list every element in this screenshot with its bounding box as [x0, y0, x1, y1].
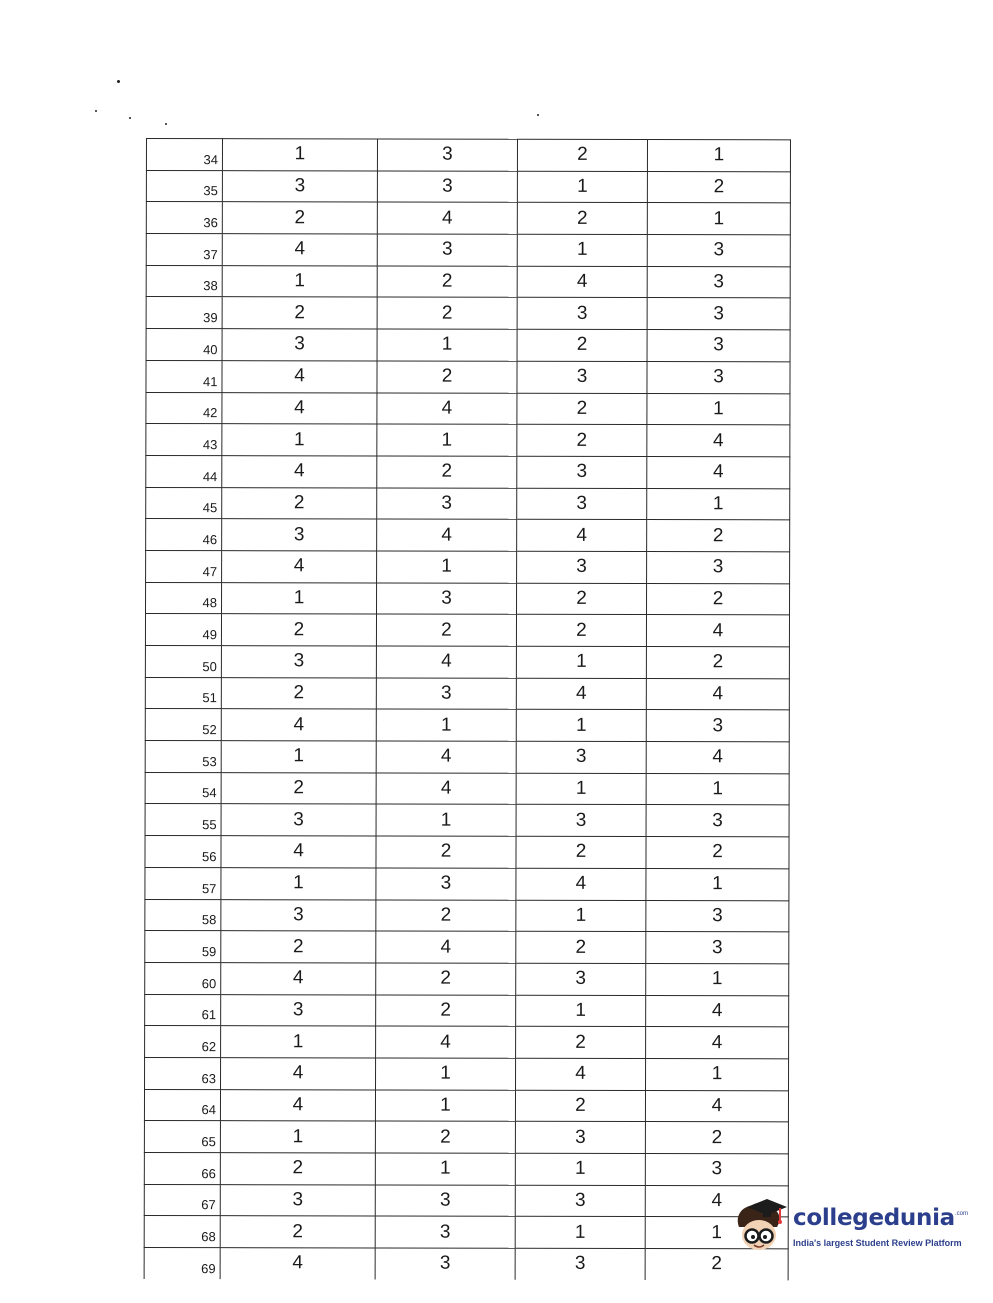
answer-cell-col1: 3: [222, 329, 377, 361]
question-number-cell: 60: [145, 962, 221, 994]
table-row: [146, 550, 790, 583]
answer-cell-col3: 2: [516, 931, 646, 963]
answer-cell-col2: 2: [376, 963, 516, 995]
question-number-cell: 50: [145, 645, 221, 677]
answer-cell-col4: 1: [645, 1217, 788, 1249]
answer-cell-col1: 4: [221, 836, 376, 868]
question-number-cell: 69: [144, 1248, 220, 1279]
table-row: [145, 614, 789, 647]
answer-cell-col1: 3: [220, 1184, 375, 1216]
answer-cell-col4: 2: [646, 647, 789, 679]
answer-cell-col1: 4: [222, 392, 377, 424]
answer-cell-col4: 3: [647, 551, 790, 583]
question-number-cell: 39: [146, 297, 222, 329]
answer-cell-col1: 1: [220, 1121, 375, 1153]
answer-cell-col1: 2: [220, 1216, 375, 1248]
table-row: [144, 1184, 788, 1217]
answer-cell-col2: 3: [375, 1248, 515, 1279]
table-row: [145, 931, 789, 964]
answer-cell-col2: 2: [376, 836, 516, 868]
answer-cell-col3: 2: [515, 1090, 645, 1122]
answer-cell-col4: 3: [647, 298, 790, 330]
answer-cell-col1: 4: [222, 456, 377, 488]
answer-cell-col4: 1: [646, 1058, 789, 1090]
table-row: [146, 582, 790, 615]
answer-cell-col4: 2: [645, 1249, 788, 1280]
answer-cell-col4: 2: [647, 583, 790, 615]
student-mascot-icon: [733, 1197, 791, 1259]
answer-cell-col3: 2: [517, 424, 647, 456]
answer-cell-col4: 2: [645, 1122, 788, 1154]
question-number-cell: 55: [145, 804, 221, 836]
answer-cell-col1: 1: [221, 867, 376, 899]
answer-cell-col1: 4: [222, 551, 377, 583]
question-number-cell: 44: [146, 455, 222, 487]
question-number-cell: 59: [145, 931, 221, 963]
answer-cell-col2: 2: [377, 361, 517, 393]
table-row: [146, 455, 790, 488]
logo-wordmark: collegedunia: [793, 1205, 955, 1231]
answer-cell-col3: 3: [516, 805, 646, 837]
answer-cell-col1: 2: [222, 487, 377, 519]
answer-cell-col1: 4: [221, 963, 376, 995]
table-row: [144, 1248, 788, 1281]
answer-cell-col2: 2: [376, 899, 516, 931]
answer-cell-col3: 4: [517, 520, 647, 552]
answer-cell-col2: 3: [377, 583, 517, 615]
answer-cell-col3: 3: [517, 361, 647, 393]
question-number-cell: 49: [145, 614, 221, 646]
answer-cell-col1: 3: [222, 170, 377, 202]
question-number-cell: 61: [145, 994, 221, 1026]
table-row: [144, 1216, 788, 1249]
answer-cell-col3: 1: [517, 234, 647, 266]
answer-cell-col4: 1: [646, 773, 789, 805]
answer-cell-col2: 1: [376, 1058, 516, 1090]
question-number-cell: 38: [146, 265, 222, 297]
answer-cell-col4: 4: [645, 1090, 788, 1122]
answer-cell-col1: 2: [221, 614, 376, 646]
answer-cell-col2: 1: [375, 1153, 515, 1185]
answer-cell-col3: 3: [515, 1122, 645, 1154]
answer-cell-col1: 4: [220, 1248, 375, 1280]
answer-cell-col3: 2: [517, 203, 647, 235]
question-number-cell: 36: [146, 202, 222, 234]
question-number-cell: 52: [145, 709, 221, 741]
answer-cell-col2: 1: [377, 329, 517, 361]
answer-cell-col3: 2: [516, 1027, 646, 1059]
question-number-cell: 48: [146, 582, 222, 614]
answer-cell-col4: 3: [647, 266, 790, 298]
answer-cell-col3: 2: [516, 836, 646, 868]
question-number-cell: 54: [145, 772, 221, 804]
answer-cell-col1: 4: [222, 360, 377, 392]
answer-cell-col2: 1: [377, 551, 517, 583]
table-row: [144, 1121, 788, 1154]
answer-cell-col1: 3: [221, 804, 376, 836]
answer-cell-col2: 2: [376, 614, 516, 646]
answer-cell-col3: 3: [517, 298, 647, 330]
scan-speck: [165, 123, 167, 125]
table-row: [146, 487, 790, 520]
question-number-cell: 37: [146, 234, 222, 266]
question-number-cell: 43: [146, 424, 222, 456]
answer-cell-col3: 3: [516, 963, 646, 995]
answer-cell-col2: 3: [377, 234, 517, 266]
table-row: [146, 297, 790, 330]
answer-cell-col2: 2: [375, 1121, 515, 1153]
table-row: [145, 709, 789, 742]
table-row: [146, 360, 790, 393]
answer-cell-col3: 1: [517, 171, 647, 203]
answer-cell-col2: 3: [376, 868, 516, 900]
question-number-cell: 34: [146, 139, 222, 171]
answer-key-body: [144, 139, 790, 1281]
answer-cell-col1: 1: [222, 139, 377, 171]
table-row: [145, 994, 789, 1027]
answer-cell-col3: 4: [516, 1058, 646, 1090]
answer-cell-col2: 2: [376, 995, 516, 1027]
question-number-cell: 53: [145, 741, 221, 773]
scan-speck: [95, 110, 97, 112]
logo-tagline: India's largest Student Review Platform: [793, 1238, 962, 1248]
answer-cell-col1: 2: [221, 677, 376, 709]
answer-cell-col4: 4: [646, 995, 789, 1027]
answer-cell-col2: 3: [375, 1185, 515, 1217]
answer-cell-col2: 2: [377, 297, 517, 329]
answer-cell-col1: 2: [222, 202, 377, 234]
question-number-cell: 66: [144, 1152, 220, 1184]
question-number-cell: 40: [146, 329, 222, 361]
question-number-cell: 57: [145, 867, 221, 899]
answer-cell-col2: 3: [377, 171, 517, 203]
answer-cell-col1: 2: [221, 931, 376, 963]
table-row: [144, 1089, 788, 1122]
answer-cell-col3: 1: [516, 710, 646, 742]
answer-cell-col3: 4: [517, 266, 647, 298]
answer-cell-col1: 1: [222, 265, 377, 297]
answer-cell-col1: 1: [221, 1026, 376, 1058]
question-number-cell: 67: [144, 1184, 220, 1216]
answer-cell-col2: 1: [377, 424, 517, 456]
question-number-cell: 64: [144, 1089, 220, 1121]
answer-cell-col3: 3: [517, 456, 647, 488]
scan-speck: [117, 80, 120, 83]
answer-cell-col1: 1: [222, 424, 377, 456]
logo-domain-suffix: .com: [955, 1211, 969, 1217]
answer-cell-col1: 2: [222, 297, 377, 329]
answer-key-table: [144, 138, 791, 1280]
answer-cell-col3: 3: [515, 1185, 645, 1217]
question-number-cell: 42: [146, 392, 222, 424]
answer-cell-col2: 4: [376, 646, 516, 678]
answer-cell-col2: 4: [376, 741, 516, 773]
answer-cell-col1: 3: [222, 519, 377, 551]
scan-speck: [129, 117, 131, 119]
answer-cell-col2: 4: [377, 202, 517, 234]
answer-cell-col4: 3: [647, 235, 790, 267]
answer-cell-col4: 4: [646, 742, 789, 774]
answer-cell-col4: 4: [646, 1027, 789, 1059]
collegedunia-logo: [733, 1197, 973, 1259]
table-row: [146, 424, 790, 457]
answer-cell-col4: 4: [647, 425, 790, 457]
answer-cell-col2: 3: [376, 678, 516, 710]
answer-cell-col3: 2: [517, 329, 647, 361]
table-row: [145, 867, 789, 900]
answer-cell-col1: 3: [221, 646, 376, 678]
answer-cell-col3: 2: [516, 615, 646, 647]
table-row: [144, 1152, 788, 1185]
answer-cell-col3: 1: [516, 646, 646, 678]
answer-cell-col3: 1: [515, 1217, 645, 1249]
answer-cell-col3: 3: [516, 741, 646, 773]
answer-cell-col4: 3: [646, 710, 789, 742]
answer-cell-col3: 3: [517, 488, 647, 520]
question-number-cell: 56: [145, 836, 221, 868]
answer-cell-col1: 1: [221, 741, 376, 773]
table-row: [146, 139, 790, 172]
question-number-cell: 63: [145, 1057, 221, 1089]
answer-cell-col4: 1: [647, 488, 790, 520]
scan-speck: [537, 114, 539, 116]
answer-cell-col2: 3: [377, 139, 517, 171]
answer-cell-col4: 1: [647, 203, 790, 235]
answer-cell-col3: 2: [517, 393, 647, 425]
table-row: [145, 1057, 789, 1090]
answer-cell-col2: 3: [375, 1216, 515, 1248]
answer-cell-col2: 4: [377, 519, 517, 551]
answer-cell-col3: 1: [516, 773, 646, 805]
answer-cell-col4: 3: [647, 361, 790, 393]
answer-cell-col4: 2: [647, 171, 790, 203]
answer-cell-col4: 3: [647, 330, 790, 362]
answer-cell-col2: 2: [377, 456, 517, 488]
answer-cell-col1: 3: [221, 994, 376, 1026]
answer-cell-col2: 1: [376, 804, 516, 836]
answer-cell-col3: 4: [516, 868, 646, 900]
table-row: [146, 234, 790, 267]
answer-cell-col2: 4: [376, 931, 516, 963]
answer-cell-col1: 4: [222, 234, 377, 266]
answer-cell-col3: 1: [516, 995, 646, 1027]
answer-cell-col2: 4: [376, 1026, 516, 1058]
table-row: [146, 519, 790, 552]
table-row: [145, 1026, 789, 1059]
question-number-cell: 41: [146, 360, 222, 392]
answer-cell-col3: 3: [515, 1248, 645, 1279]
answer-cell-col4: 3: [646, 932, 789, 964]
answer-cell-col1: 2: [220, 1153, 375, 1185]
answer-cell-col4: 4: [646, 615, 789, 647]
answer-cell-col4: 1: [647, 393, 790, 425]
question-number-cell: 35: [146, 170, 222, 202]
question-number-cell: 62: [145, 1026, 221, 1058]
table-row: [145, 836, 789, 869]
table-row: [145, 645, 789, 678]
answer-cell-col2: 3: [377, 488, 517, 520]
answer-cell-col2: 4: [377, 392, 517, 424]
answer-cell-col2: 4: [376, 773, 516, 805]
table-row: [146, 329, 790, 362]
question-number-cell: 45: [146, 487, 222, 519]
answer-cell-col4: 1: [647, 140, 790, 172]
question-number-cell: 51: [145, 677, 221, 709]
answer-cell-col4: 4: [646, 678, 789, 710]
answer-cell-col1: 4: [221, 709, 376, 741]
answer-cell-col4: 1: [646, 963, 789, 995]
question-number-cell: 58: [145, 899, 221, 931]
answer-cell-col1: 4: [220, 1089, 375, 1121]
answer-cell-col2: 1: [375, 1090, 515, 1122]
answer-cell-col4: 4: [647, 456, 790, 488]
question-number-cell: 46: [146, 519, 222, 551]
answer-cell-col3: 1: [516, 900, 646, 932]
answer-cell-col1: 3: [221, 899, 376, 931]
answer-cell-col1: 1: [222, 582, 377, 614]
answer-cell-col4: 1: [646, 868, 789, 900]
answer-cell-col3: 1: [515, 1153, 645, 1185]
table-row: [146, 265, 790, 298]
table-row: [146, 392, 790, 425]
table-row: [145, 962, 789, 995]
answer-cell-col3: 2: [517, 139, 647, 171]
question-number-cell: 68: [144, 1216, 220, 1248]
question-number-cell: 47: [146, 550, 222, 582]
answer-cell-col4: 2: [646, 837, 789, 869]
answer-cell-col4: 4: [645, 1185, 788, 1217]
table-row: [145, 804, 789, 837]
answer-cell-col4: 3: [646, 805, 789, 837]
question-number-cell: 65: [144, 1121, 220, 1153]
answer-cell-col1: 4: [221, 1058, 376, 1090]
answer-cell-col2: 1: [376, 709, 516, 741]
table-row: [145, 772, 789, 805]
answer-cell-col3: 4: [516, 678, 646, 710]
answer-cell-col4: 3: [646, 900, 789, 932]
answer-cell-col4: 3: [645, 1154, 788, 1186]
answer-cell-col1: 2: [221, 772, 376, 804]
answer-cell-col2: 2: [377, 266, 517, 298]
answer-cell-col3: 2: [517, 583, 647, 615]
table-row: [145, 741, 789, 774]
table-row: [146, 170, 790, 203]
answer-cell-col3: 3: [517, 551, 647, 583]
answer-cell-col4: 2: [647, 520, 790, 552]
table-row: [145, 677, 789, 710]
table-row: [146, 202, 790, 235]
table-row: [145, 899, 789, 932]
